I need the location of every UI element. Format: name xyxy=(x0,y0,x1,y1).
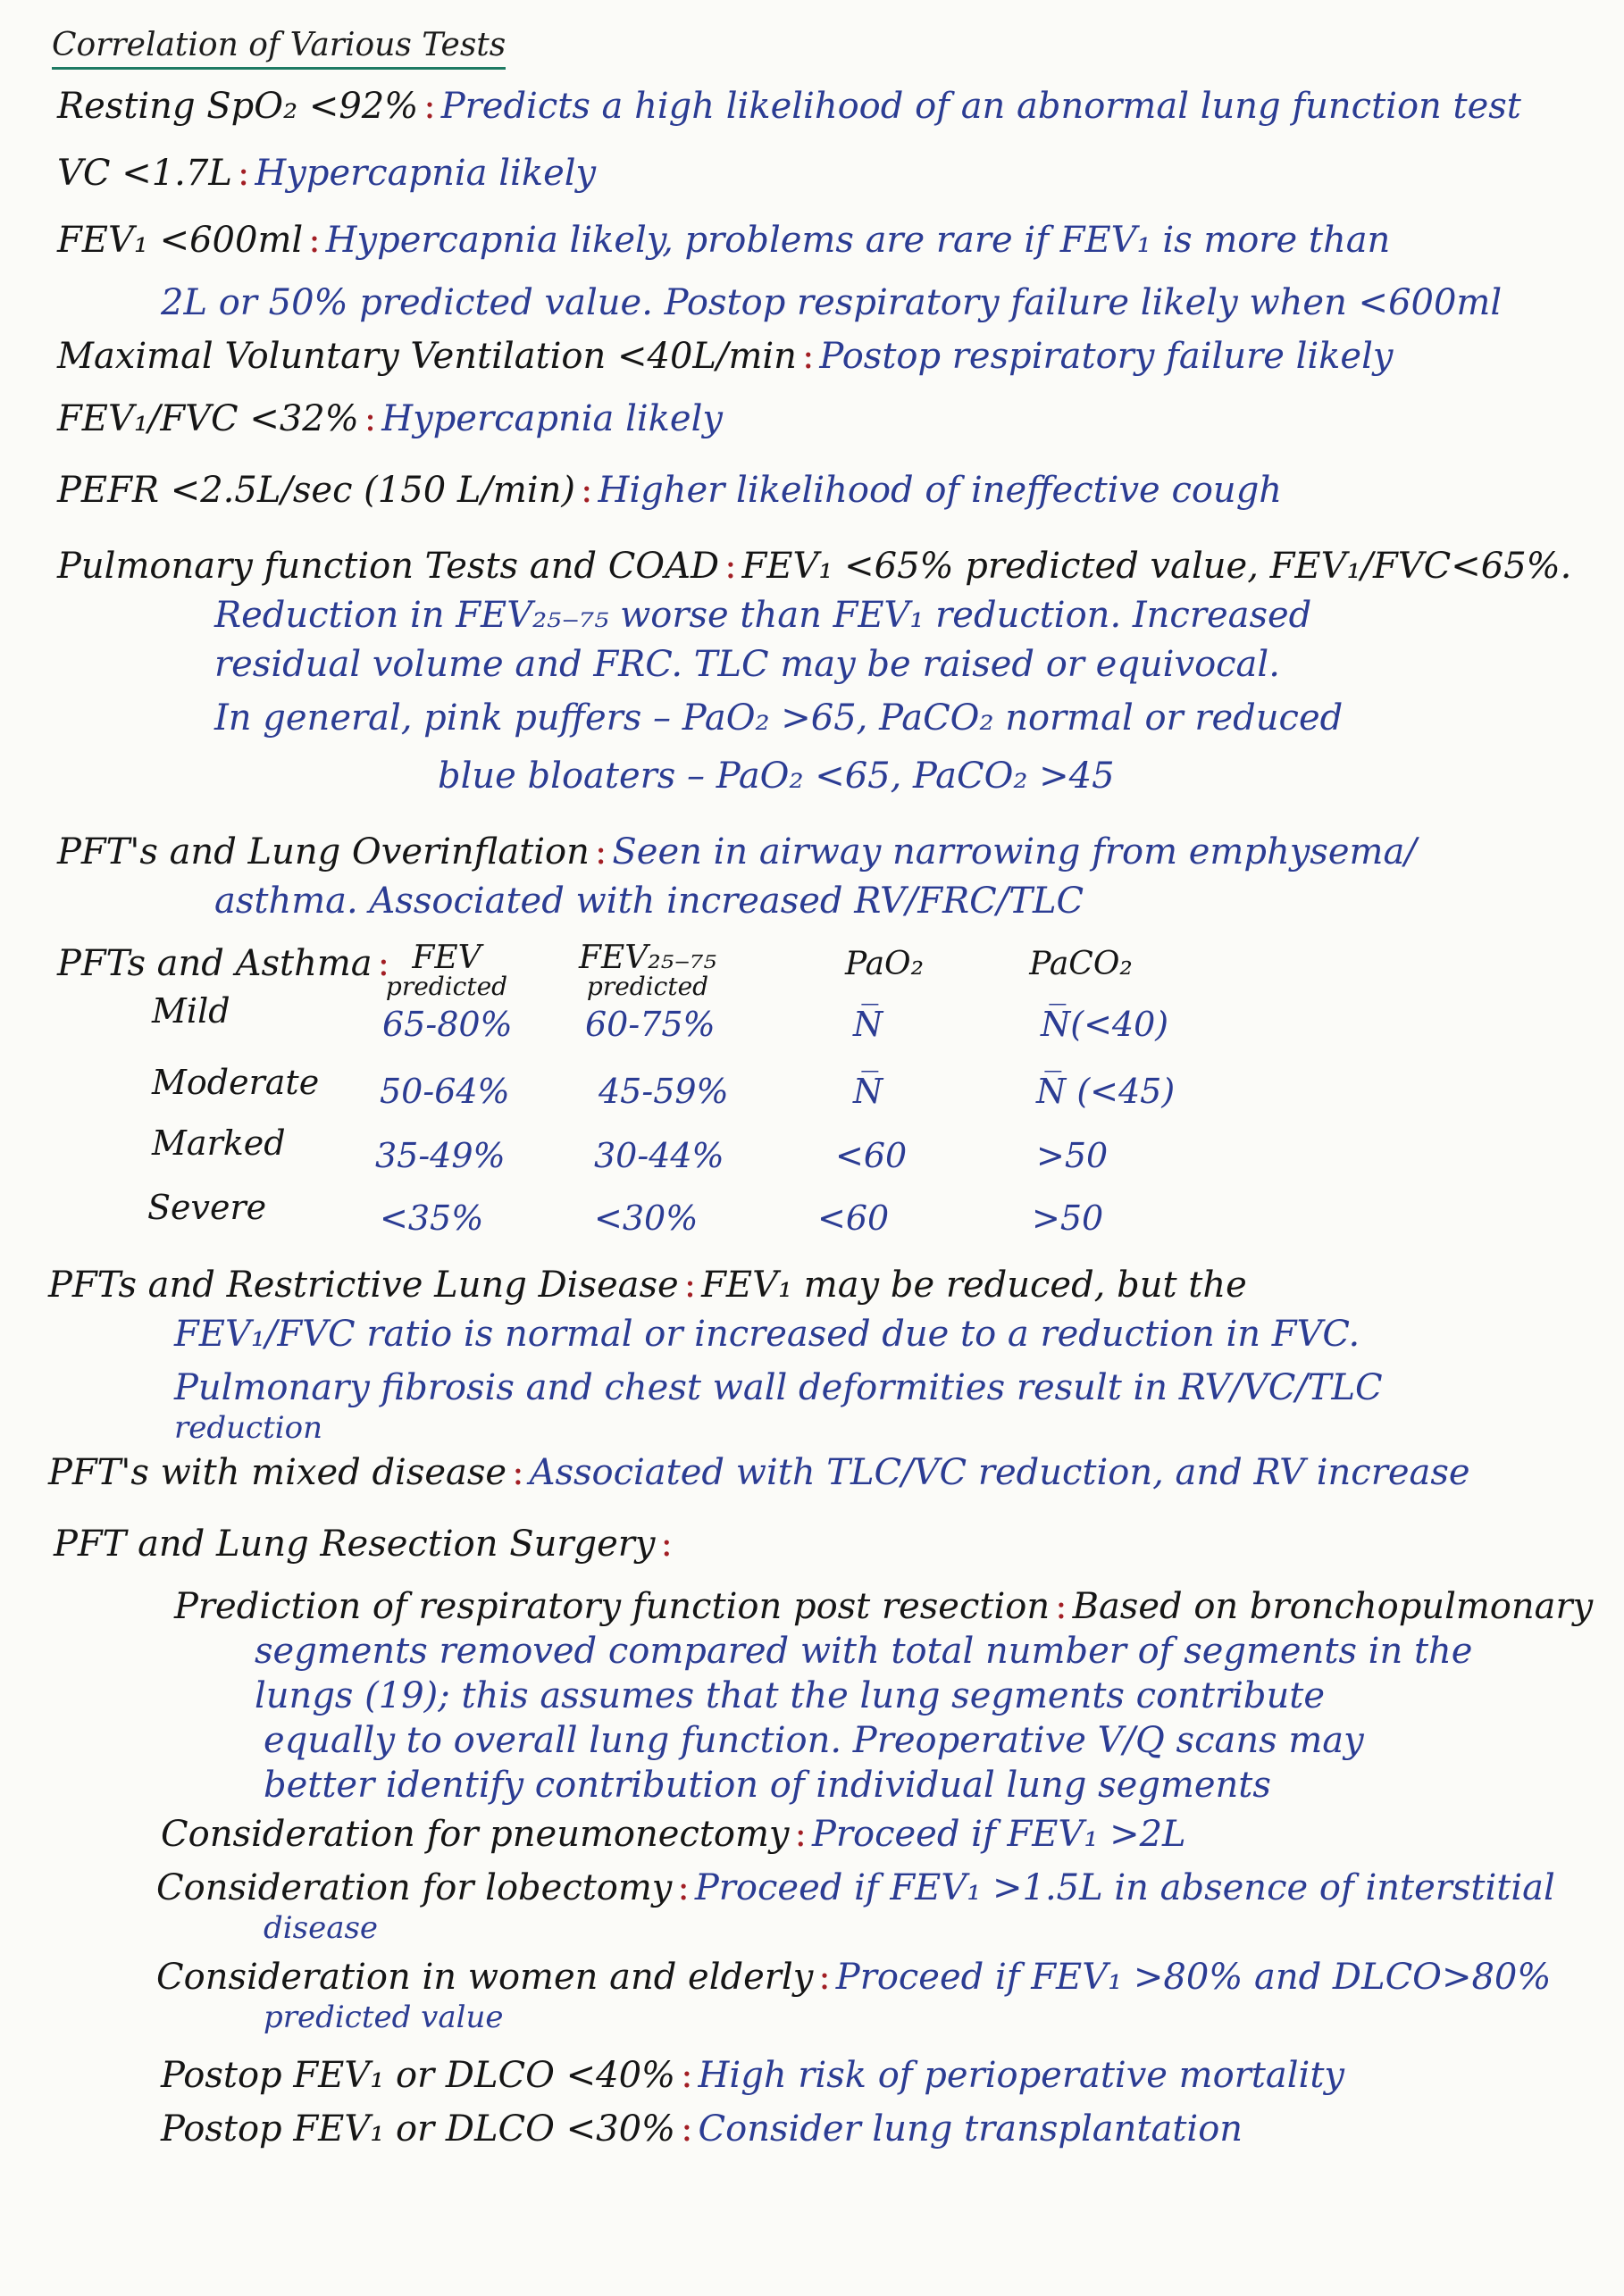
entry-desc: Predicts a high likelihood of an abnormal lung function test xyxy=(440,86,1521,127)
entry-desc: Based on bronchopulmonary xyxy=(1072,1586,1594,1627)
entry-term: Resting SpO₂ <92% xyxy=(57,86,419,127)
entry-term: PFTs and Restrictive Lung Disease xyxy=(48,1265,679,1306)
table-cell: <60 xyxy=(835,1136,908,1175)
colon: : xyxy=(681,2055,693,2096)
entry-term: Maximal Voluntary Ventilation <40L/min xyxy=(57,336,797,377)
entry-term: PFT's with mixed disease xyxy=(48,1452,507,1493)
entry-term: Consideration for pneumonectomy xyxy=(161,1814,790,1855)
entry-fev1-600 xyxy=(57,219,1390,262)
colon: : xyxy=(308,220,321,261)
entry-desc: Proceed if FEV₁ >1.5L in absence of interstitial xyxy=(694,1867,1555,1908)
colon: : xyxy=(681,2108,693,2150)
colon: : xyxy=(1055,1586,1067,1627)
entry-resection xyxy=(54,1523,678,1565)
entry-coad xyxy=(57,545,1571,588)
entry-desc: Seen in airway narrowing from emphysema/ xyxy=(612,831,1417,872)
entry-resting-spo2 xyxy=(57,85,1521,128)
entry-desc: FEV₁ may be reduced, but the xyxy=(701,1265,1247,1306)
colon: : xyxy=(377,943,390,984)
table-cell: >50 xyxy=(1036,1136,1109,1175)
col-header-paco2: PaCO₂ xyxy=(1029,946,1133,982)
entry-desc: Hypercapnia likely, problems are rare if FEV₁ is more than xyxy=(325,220,1391,261)
prediction-line-5: better identify contribution of individual lung segments xyxy=(264,1765,1271,1806)
entry-pefr xyxy=(57,469,1282,512)
row-label-mild: Mild xyxy=(152,991,230,1031)
table-cell: 45-59% xyxy=(599,1072,729,1111)
entry-desc: Associated with TLC/VC reduction, and RV increase xyxy=(529,1452,1470,1493)
table-cell: >50 xyxy=(1032,1198,1104,1238)
colon: : xyxy=(818,1957,831,1998)
entry-term: Consideration for lobectomy xyxy=(156,1867,673,1908)
entry-desc: Proceed if FEV₁ >80% and DLCO>80% xyxy=(835,1957,1552,1998)
colon: : xyxy=(660,1524,673,1565)
colon: : xyxy=(677,1867,690,1908)
entry-term: PFT and Lung Resection Surgery xyxy=(54,1524,656,1565)
prediction-line-4: equally to overall lung function. Preoperative V/Q scans may xyxy=(264,1720,1364,1761)
asthma-heading xyxy=(57,942,395,985)
entry-term: PFT's and Lung Overinflation xyxy=(57,831,590,872)
table-cell: 50-64% xyxy=(380,1072,510,1111)
entry-desc: Proceed if FEV₁ >2L xyxy=(811,1814,1186,1855)
colon: : xyxy=(801,336,815,377)
entry-desc: Postop respiratory failure likely xyxy=(819,336,1394,377)
entry-desc: Hypercapnia likely xyxy=(255,153,597,194)
table-cell: 60-75% xyxy=(585,1005,716,1044)
entry-term: VC <1.7L xyxy=(57,153,232,194)
table-cell: N̅ xyxy=(853,1005,883,1044)
entry-desc: Hypercapnia likely xyxy=(381,398,723,439)
colon: : xyxy=(512,1452,524,1493)
coad-line-2: Reduction in FEV₂₅₋₇₅ worse than FEV₁ reduction. Increased xyxy=(214,595,1312,636)
women-elderly-continued: predicted value xyxy=(264,2000,504,2035)
table-cell: 65-80% xyxy=(382,1005,513,1044)
table-cell: <60 xyxy=(817,1198,890,1238)
prediction-line-3: lungs (19); this assumes that the lung segments contribute xyxy=(255,1675,1326,1716)
table-cell: 35-49% xyxy=(375,1136,506,1175)
table-cell: N̅(<40) xyxy=(1041,1005,1169,1044)
colon: : xyxy=(364,398,377,439)
row-label-marked: Marked xyxy=(152,1123,286,1163)
entry-desc: Consider lung transplantation xyxy=(698,2108,1243,2150)
entry-pneumonectomy xyxy=(161,1813,1186,1856)
entry-term: PEFR <2.5L/sec (150 L/min) xyxy=(57,470,575,511)
entry-term: Prediction of respiratory function post resection xyxy=(174,1586,1051,1627)
entry-desc: Higher likelihood of ineffective cough xyxy=(598,470,1283,511)
table-cell: N̅ xyxy=(853,1072,883,1111)
prediction-line-2: segments removed compared with total number of segments in the xyxy=(255,1631,1473,1672)
entry-term: FEV₁ <600ml xyxy=(57,220,304,261)
entry-term: FEV₁/FVC <32% xyxy=(57,398,359,439)
colon: : xyxy=(683,1265,697,1306)
row-label-severe: Severe xyxy=(147,1188,267,1227)
colon: : xyxy=(423,86,436,127)
col-header-fev: FEV predicted xyxy=(385,939,508,1001)
entry-restrictive xyxy=(48,1264,1247,1307)
entry-overinflation xyxy=(57,831,1417,873)
page-title: Correlation of Various Tests xyxy=(52,27,506,70)
table-cell: <30% xyxy=(594,1198,699,1238)
table-cell: 30-44% xyxy=(594,1136,724,1175)
entry-term: PFTs and Asthma xyxy=(57,943,373,984)
entry-women-elderly xyxy=(156,1956,1551,1999)
col-header-fev25-75: FEV₂₅₋₇₅ predicted xyxy=(579,939,716,1001)
coad-line-4: In general, pink puffers – PaO₂ >65, PaCO₂ normal or reduced xyxy=(214,697,1344,739)
entry-term: Consideration in women and elderly xyxy=(156,1957,814,1998)
entry-desc: FEV₁ <65% predicted value, FEV₁/FVC<65%. xyxy=(741,546,1572,587)
entry-prediction xyxy=(174,1585,1593,1628)
table-cell: N̅ (<45) xyxy=(1036,1072,1176,1111)
coad-line-3: residual volume and FRC. TLC may be raised or equivocal. xyxy=(214,644,1280,685)
entry-lobectomy xyxy=(156,1866,1555,1909)
colon: : xyxy=(794,1814,807,1855)
col-header-pao2: PaO₂ xyxy=(844,946,924,982)
coad-line-5: blue bloaters – PaO₂ <65, PaCO₂ >45 xyxy=(438,756,1115,797)
restrictive-line-3: Pulmonary fibrosis and chest wall deformities result in RV/VC/TLC xyxy=(174,1367,1383,1408)
entry-desc: High risk of perioperative mortality xyxy=(698,2055,1344,2096)
overinflation-line-2: asthma. Associated with increased RV/FRC/TLC xyxy=(214,881,1084,922)
entry-term: Pulmonary function Tests and COAD xyxy=(57,546,720,587)
entry-term: Postop FEV₁ or DLCO <40% xyxy=(161,2055,676,2096)
colon: : xyxy=(580,470,593,511)
entry-fev1-fvc xyxy=(57,397,723,440)
entry-mvv xyxy=(57,335,1393,378)
colon: : xyxy=(594,831,607,872)
entry-vc xyxy=(57,152,596,195)
row-label-moderate: Moderate xyxy=(152,1063,320,1102)
colon: : xyxy=(724,546,737,587)
entry-postop-40 xyxy=(161,2054,1344,2097)
entry-desc-continued: 2L or 50% predicted value. Postop respiratory failure likely when <600ml xyxy=(161,282,1503,323)
entry-mixed xyxy=(48,1451,1470,1494)
colon: : xyxy=(237,153,250,194)
entry-term: Postop FEV₁ or DLCO <30% xyxy=(161,2108,676,2150)
restrictive-line-2: FEV₁/FVC ratio is normal or increased due to a reduction in FVC. xyxy=(174,1314,1360,1355)
lobectomy-continued: disease xyxy=(264,1910,379,1946)
entry-postop-30 xyxy=(161,2108,1243,2150)
table-cell: <35% xyxy=(380,1198,484,1238)
restrictive-line-4: reduction xyxy=(174,1410,322,1446)
